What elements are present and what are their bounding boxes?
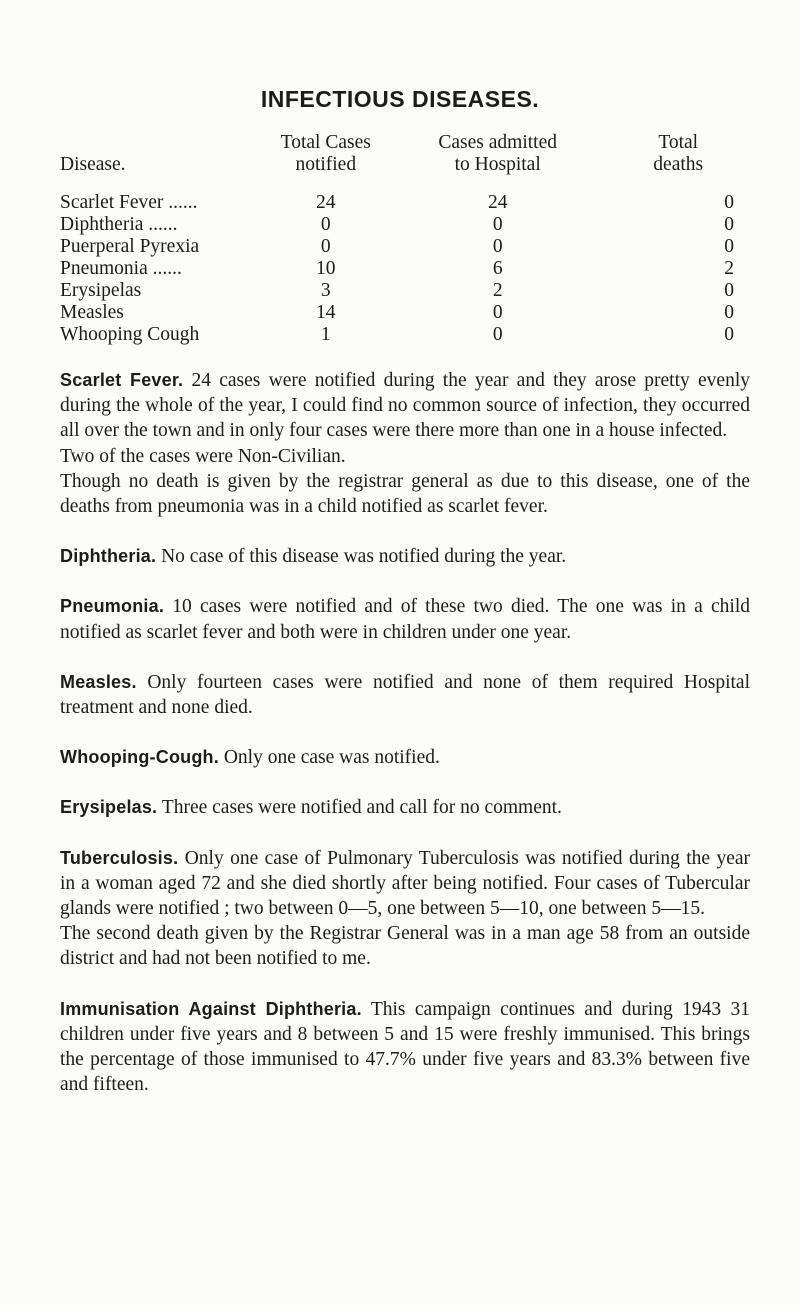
total-deaths: 0 (724, 324, 734, 345)
cases-notified: 10 (316, 258, 336, 279)
scarlet-fever-note: Two of the cases were Non-Civilian. (60, 445, 346, 467)
section-immunisation (60, 997, 750, 1098)
cases-admitted: 0 (492, 302, 503, 323)
cases-notified: 0 (320, 214, 331, 235)
table-row (60, 214, 746, 236)
section-text: 24 cases were notified during the year and they arose pretty evenly during the whole of the year, I could find no common source of infection, they occurred all over the town and in only four cases were there more than one in a house infected. (60, 370, 750, 442)
section-erysipelas (60, 795, 750, 820)
disease-name: Puerperal Pyrexia (60, 236, 200, 257)
section-heading: Diphtheria. (60, 546, 157, 567)
disease-name: Pneumonia ...... (60, 258, 182, 279)
section-text: No case of this disease was notified during the year. (161, 546, 567, 568)
section-text: 10 cases were notified and of these two died. The one was in a child notified as scarlet fever and both were in children under one year. (60, 596, 751, 643)
section-tuberculosis (60, 846, 750, 922)
header-disease: Disease. (60, 154, 126, 175)
table-header-row (60, 132, 746, 192)
section-scarlet-fever (60, 368, 750, 444)
section-heading: Measles. (60, 671, 137, 692)
section-text: Only one case of Pulmonary Tuberculosis was notified during the year in a woman aged 72 and she died shortly after being notified. Four cases of Tubercular glands were notified ; two between 0—5, one between 5—10, one between 5—15. (60, 847, 750, 920)
page-title: INFECTIOUS DISEASES. (260, 86, 540, 112)
scarlet-fever-death-note: Though no death is given by the registrar general as due to this disease, one of the deaths from pneumonia was in a child notified as scarlet fever. (60, 470, 750, 518)
section-heading: Immunisation Against Diphtheria. (60, 998, 362, 1019)
header-total-deaths: Total deaths (653, 132, 704, 175)
disease-name: Erysipelas (60, 280, 142, 301)
infectious-diseases-table (60, 132, 746, 346)
section-text: Three cases were notified and call for no comment. (161, 797, 562, 819)
table-row (60, 302, 746, 324)
disease-name: Scarlet Fever ...... (60, 192, 198, 213)
table-row (60, 236, 746, 258)
section-heading: Pneumonia. (60, 596, 165, 617)
total-deaths: 0 (724, 236, 734, 257)
total-deaths: 2 (724, 258, 734, 279)
table-row (60, 280, 746, 302)
table-row (60, 192, 746, 214)
cases-notified: 14 (316, 302, 336, 323)
section-heading: Tuberculosis. (60, 847, 179, 868)
section-text: Only fourteen cases were notified and none of them required Hospital treatment and none died. (60, 671, 751, 719)
total-deaths: 0 (724, 280, 734, 301)
cases-admitted: 0 (492, 214, 503, 235)
report-body (60, 368, 750, 1122)
cases-notified: 0 (320, 236, 331, 257)
tuberculosis-death-note: The second death given by the Registrar General was in a man age 58 from an outside district and had not been notified to me. (60, 923, 750, 970)
section-heading: Erysipelas. (60, 797, 158, 818)
cases-admitted: 0 (492, 324, 503, 345)
cases-admitted: 0 (492, 236, 503, 257)
section-heading: Scarlet Fever. (60, 370, 184, 390)
total-deaths: 0 (724, 302, 734, 323)
table-row (60, 324, 746, 346)
section-text: Only one case was notified. (223, 747, 440, 769)
disease-name: Measles (60, 302, 124, 323)
cases-notified: 24 (316, 192, 336, 213)
header-cases-admitted: Cases admitted to Hospital (438, 132, 557, 175)
section-pneumonia (60, 594, 750, 644)
total-deaths: 0 (724, 214, 734, 235)
disease-name: Diphtheria ...... (60, 214, 178, 235)
cases-admitted: 24 (487, 192, 508, 213)
disease-name: Whooping Cough (60, 324, 200, 345)
total-deaths: 0 (724, 192, 734, 213)
section-heading: Whooping-Cough. (60, 747, 219, 768)
cases-notified: 3 (320, 280, 331, 301)
section-text: This campaign continues and during 1943 31 children under five years and 8 between 5 and 15 were freshly immunised. This brings the percentage of those immunised to 47.7% under five years and 83.3% between five and fifteen. (60, 998, 750, 1096)
section-measles (60, 670, 750, 720)
table-row (60, 258, 746, 280)
header-total-cases-notified: Total Cases notified (280, 132, 371, 175)
cases-admitted: 6 (492, 258, 503, 279)
section-diphtheria (60, 544, 750, 569)
cases-admitted: 2 (492, 280, 503, 301)
cases-notified: 1 (320, 324, 331, 345)
section-whooping-cough (60, 745, 750, 770)
